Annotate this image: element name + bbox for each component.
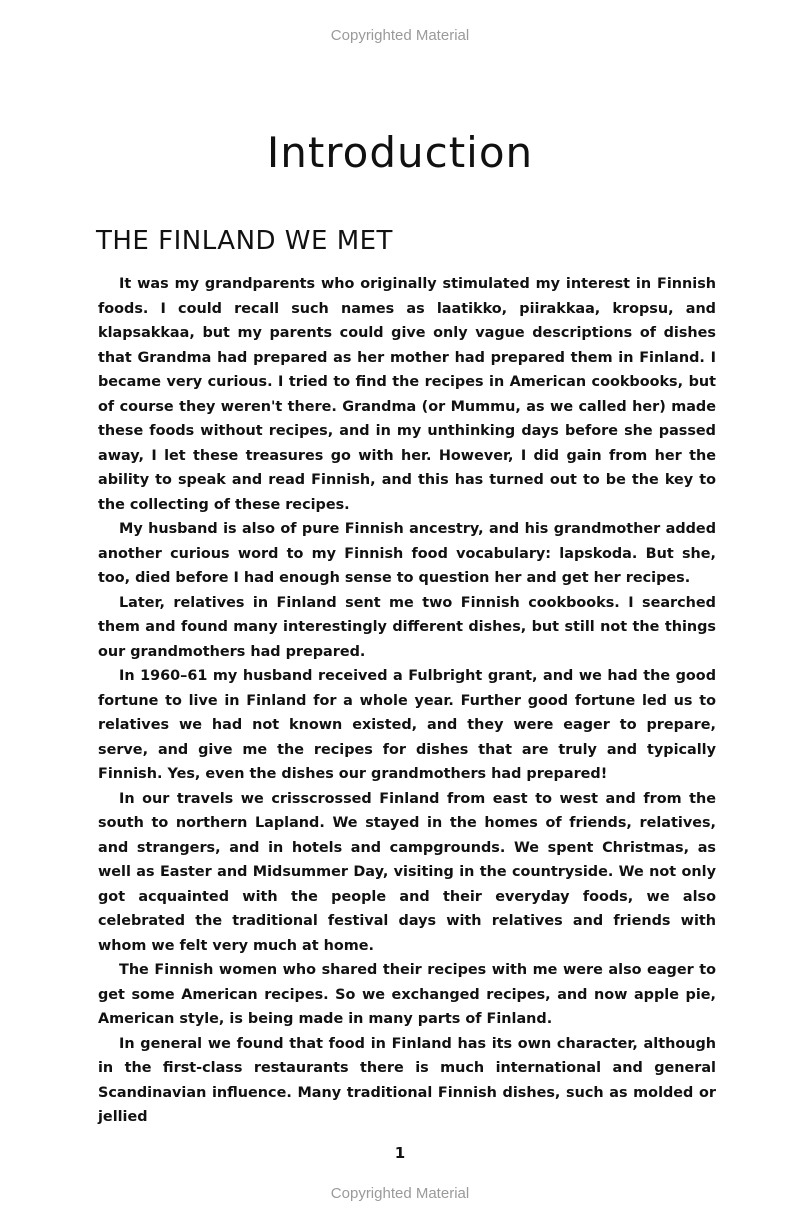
paragraph: In general we found that food in Finland has its own character, although in the first-class restaurants there is much international and general Scandinavian influence. Many traditional Finnish dishes, such as molded or jellied: [98, 1035, 716, 1125]
copyright-watermark-bottom: Copyrighted Material: [330, 1185, 470, 1202]
body-text: [98, 272, 716, 1130]
paragraph: In our travels we crisscrossed Finland from east to west and from the south to northern Lapland. We stayed in the homes of friends, relatives, and strangers, and in hotels and campgrounds. We spent Christmas, as well as Easter and Midsummer Day, visiting in the countryside. We not only got acquainted with the people and their everyday foods, we also celebrated the traditional festival days with relatives and friends with whom we felt very much at home.: [98, 790, 716, 954]
chapter-title: Introduction: [266, 128, 534, 177]
paragraph: Later, relatives in Finland sent me two Finnish cookbooks. I searched them and found many interestingly different dishes, but still not the things our grandmothers had prepared.: [98, 594, 716, 660]
paragraph: My husband is also of pure Finnish ancestry, and his grandmother added another curious word to my Finnish food vocabulary: lapskoda. But she, too, died before I had enough sense to question her and get her recipes.: [98, 521, 716, 586]
paragraph: In 1960–61 my husband received a Fulbright grant, and we had the good fortune to live in Finland for a whole year. Further good fortune led us to relatives we had not known existed, and they were eager to prepare, serve, and give me the recipes for dishes that are truly and typically Finnish. Yes, even the dishes our grandmothers had prepared!: [98, 668, 716, 782]
copyright-watermark-top: Copyrighted Material: [330, 27, 470, 44]
paragraph: It was my grandparents who originally stimulated my interest in Finnish foods. I could recall such names as laatikko, piirakkaa, kropsu, and klapsakkaa, but my parents could give only vague descriptions of dishes that Grandma had prepared as her mother had prepared them in Finland. I became very curious. I tried to find the recipes in American cookbooks, but of course they weren't there. Grandma (or Mummu, as we called her) made these foods without recipes, and in my unthinking days before she passed away, I let these treasures go with her. However, I did gain from her the ability to speak and read Finnish, and this has turned out to be the key to the collecting of these recipes.: [98, 276, 716, 513]
page-number: 1: [394, 1144, 406, 1162]
section-heading: THE FINLAND WE MET: [96, 226, 393, 256]
paragraph: The Finnish women who shared their recipes with me were also eager to get some American recipes. So we exchanged recipes, and now apple pie, American style, is being made in many parts of Finland.: [98, 962, 716, 1027]
